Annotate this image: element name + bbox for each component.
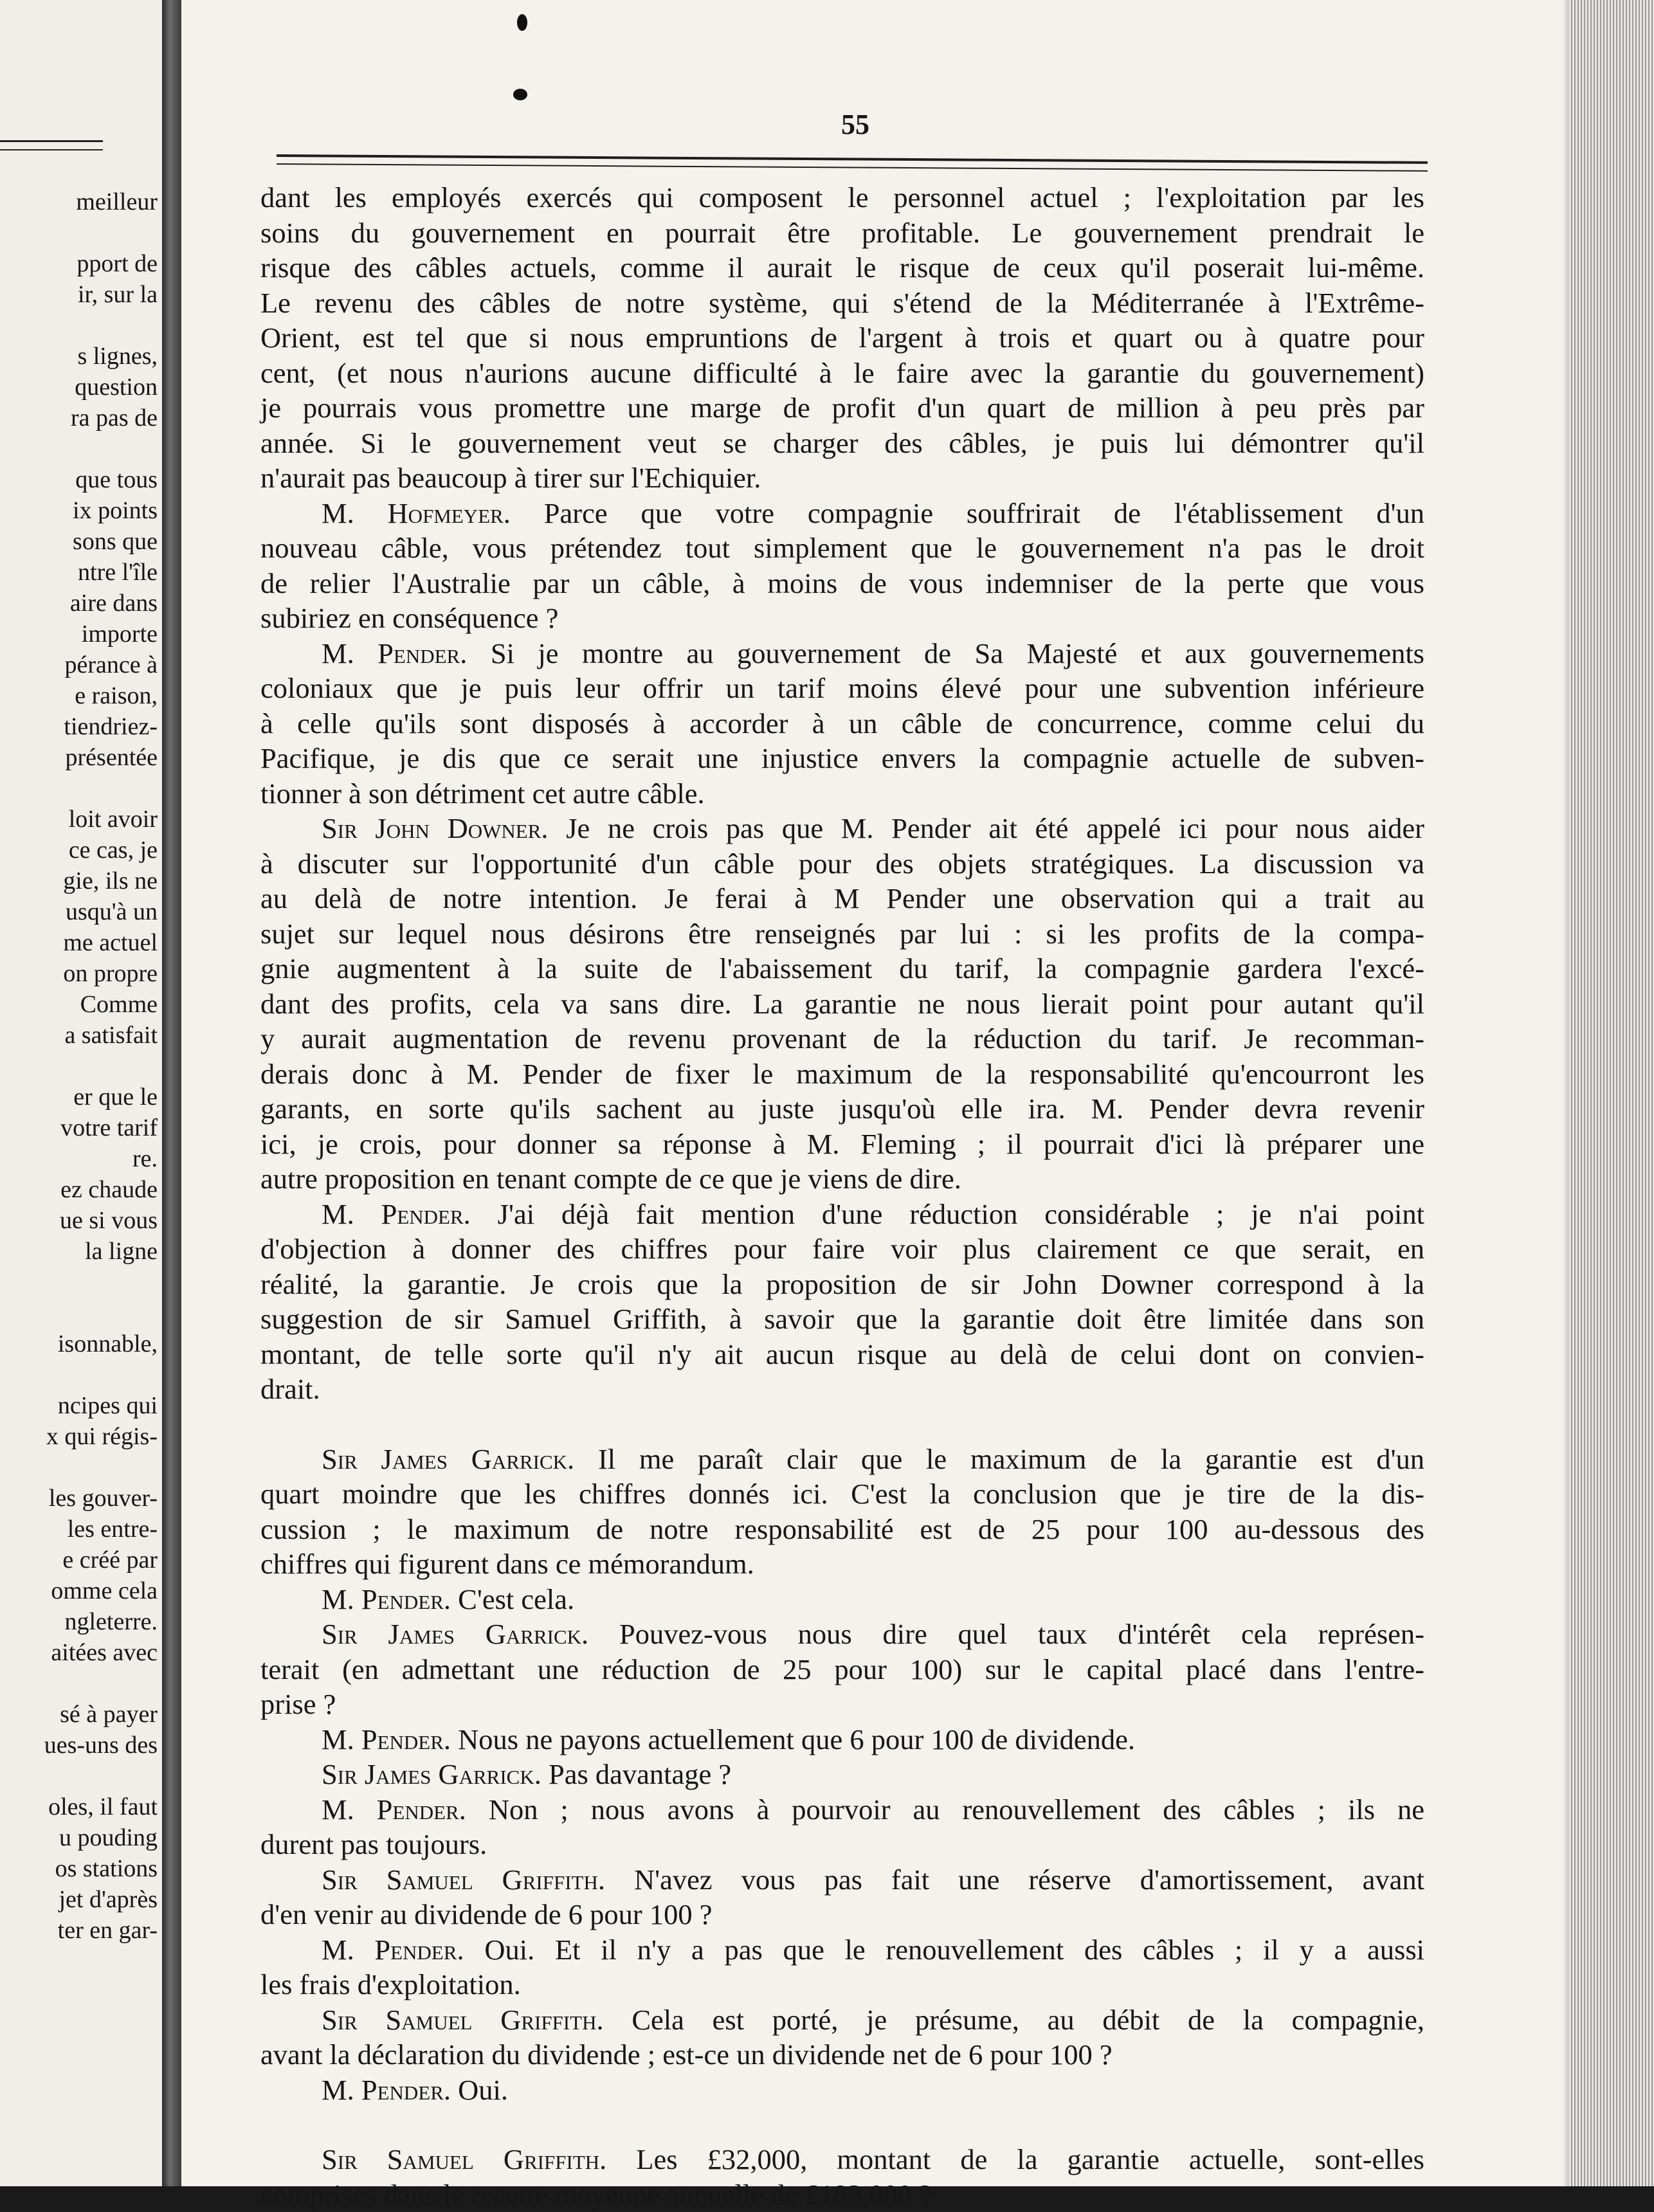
speaker-name: M. Pender. — [322, 1583, 451, 1615]
left-page-line — [0, 1761, 158, 1791]
text-line — [260, 1091, 1424, 1127]
line-text: Non ; nous avons à pourvoir au renouvellement des câbles ; ils ne — [466, 1793, 1424, 1826]
text-line — [260, 460, 1424, 496]
left-page-line: la ligne — [0, 1236, 158, 1267]
text-line — [260, 1827, 1424, 1862]
line-text: soins du gouvernement en pourrait être profitable. Le gouvernement prendrait le — [260, 217, 1424, 249]
line-text: montant, de telle sorte qu'il n'y ait aucun risque au delà de celui dont on convien- — [260, 1338, 1424, 1370]
line-text: derais donc à M. Pender de fixer le maximum de la responsabilité qu'encourront les — [260, 1058, 1424, 1090]
speaker-name: Sir James Garrick. — [322, 1443, 574, 1475]
left-page-line: tiendriez- — [0, 711, 158, 742]
line-text: Le revenu des câbles de notre système, qui s'étend de la Méditerranée à l'Extrême- — [260, 287, 1424, 319]
text-line — [260, 426, 1424, 461]
line-text: coloniaux que je puis leur offrir un tarif moins élevé pour une subvention inférieure — [260, 672, 1424, 704]
left-page-line: on propre — [0, 958, 158, 989]
left-page-line: oles, il faut — [0, 1791, 158, 1822]
text-line — [260, 1897, 1424, 1932]
line-text: C'est cela. — [451, 1583, 574, 1615]
left-page-line: importe — [0, 619, 158, 649]
ink-smudge — [513, 89, 527, 100]
speaker-name: M. Hofmeyer. — [322, 497, 511, 529]
speaker-paragraph-line — [260, 1932, 1424, 1968]
text-line — [260, 566, 1424, 601]
speaker-paragraph-line — [260, 2072, 1424, 2108]
line-text: sujet sur lequel nous désirons être renseignés par lui : si les profits de la compa- — [260, 918, 1424, 950]
text-line — [260, 286, 1424, 321]
left-page-line: ra pas de — [0, 403, 158, 433]
text-line — [260, 1056, 1424, 1092]
left-page-line: sons que — [0, 526, 158, 557]
text-line — [260, 1161, 1424, 1197]
left-page-line — [0, 1298, 158, 1328]
speaker-name: M. Pender. — [322, 1793, 466, 1826]
text-line — [260, 250, 1424, 286]
text-line — [260, 215, 1424, 251]
left-page-line: jet d'après — [0, 1884, 158, 1915]
speaker-name: Sir Samuel Griffith. — [322, 2143, 606, 2175]
left-page-line — [0, 1051, 158, 1082]
left-page-line: que tous — [0, 464, 158, 495]
left-page-line — [0, 217, 158, 248]
speaker-name: M. Pender. — [322, 1198, 471, 1230]
line-text: cussion ; le maximum de notre responsabilité est de 25 pour 100 au-dessous des — [260, 1513, 1424, 1545]
line-text: à discuter sur l'opportunité d'un câble pour des objets stratégiques. La discussion va — [260, 848, 1424, 880]
left-page-line: aire dans — [0, 588, 158, 619]
speaker-name: M. Pender. — [322, 1934, 464, 1966]
left-page-line: a satisfait — [0, 1020, 158, 1051]
line-text: tionner à son détriment cet autre câble. — [260, 777, 705, 810]
text-line — [260, 741, 1424, 776]
speaker-paragraph-line — [260, 1722, 1424, 1757]
text-line — [260, 671, 1424, 706]
line-text: nouveau câble, vous prétendez tout simplement que le gouvernement n'a pas le droit — [260, 532, 1424, 564]
text-line — [260, 1267, 1424, 1302]
text-line — [260, 320, 1424, 356]
line-text: Je ne crois pas que M. Pender ait été appelé ici pour nous aider — [549, 812, 1425, 844]
line-text: Cela est porté, je présume, au débit de la compagnie, — [604, 2004, 1424, 2036]
line-text: Orient, est tel que si nous empruntions de l'argent à trois et quart ou à quatre pour — [260, 322, 1424, 354]
line-text: d'en venir au dividende de 6 pour 100 ? — [260, 1898, 713, 1930]
line-text: les frais d'exploitation. — [260, 1968, 521, 2000]
text-line — [260, 1231, 1424, 1267]
line-text: quart moindre que les chiffres donnés ici. C'est la conclusion que je tire de la dis- — [260, 1478, 1424, 1510]
text-line — [260, 601, 1424, 636]
speaker-name: M. Pender. — [322, 637, 467, 669]
speaker-name: Sir James Garrick. — [322, 1758, 541, 1790]
line-text: de relier l'Australie par un câble, à moins de vous indemniser de la perte que vous — [260, 567, 1424, 599]
book-gutter — [162, 0, 181, 2186]
text-line — [260, 706, 1424, 741]
left-page-line: ues-uns des — [0, 1730, 158, 1761]
speaker-name: Sir John Downer. — [322, 812, 549, 844]
left-page-line: aitées avec — [0, 1637, 158, 1668]
text-line — [260, 390, 1424, 426]
book-page-edges — [1569, 0, 1654, 2186]
left-page-line: Comme — [0, 989, 158, 1020]
line-text: au delà de notre intention. Je ferai à M Pender une observation qui a trait au — [260, 882, 1424, 914]
line-text: année. Si le gouvernement veut se charger des câbles, je puis lui démontrer qu'il — [260, 427, 1424, 459]
line-text: cent, (et nous n'aurions aucune difficulté à le faire avec la garantie du gouvernement) — [260, 357, 1424, 389]
speaker-name: M. Pender. — [322, 1723, 451, 1755]
speaker-paragraph-line — [260, 1197, 1424, 1232]
text-line — [260, 1546, 1424, 1582]
line-text: autre proposition en tenant compte de ce que je viens de dire. — [260, 1163, 961, 1195]
left-page-line: ix points — [0, 495, 158, 526]
left-page-line: ue si vous — [0, 1205, 158, 1236]
left-page-line: question — [0, 372, 158, 403]
left-page-line: omme cela — [0, 1575, 158, 1606]
line-text: subiriez en conséquence ? — [260, 602, 558, 634]
text-line — [260, 1652, 1424, 1687]
speaker-name: M. Pender. — [322, 2074, 451, 2106]
left-page-line: les entre- — [0, 1514, 158, 1545]
text-line — [260, 1021, 1424, 1056]
left-page-line: re. — [0, 1143, 158, 1174]
speaker-name: Sir Samuel Griffith. — [322, 2004, 604, 2036]
line-text: Pas davantage ? — [541, 1758, 731, 1790]
line-text: à celle qu'ils sont disposés à accorder à un câble de concurrence, comme celui du — [260, 707, 1424, 739]
line-text: Les £32,000, montant de la garantie actuelle, sont-elles — [606, 2143, 1424, 2175]
speaker-paragraph-line — [260, 1757, 1424, 1792]
line-text: Nous ne payons actuellement que 6 pour 100 de dividende. — [451, 1723, 1135, 1755]
line-text: Parce que votre compagnie souffrirait de l'établissement d'un — [511, 497, 1424, 529]
line-text: garants, en sorte qu'ils sachent au juste jusqu'où elle ira. M. Pender devra revenir — [260, 1092, 1424, 1125]
left-page-line: meilleur — [0, 186, 158, 217]
header-rule — [277, 154, 1428, 164]
line-text: avant la déclaration du dividende ; est-ce un dividende net de 6 pour 100 ? — [260, 2038, 1113, 2071]
left-page-line: x qui régis- — [0, 1421, 158, 1452]
text-line — [260, 1127, 1424, 1162]
line-text: durent pas toujours. — [260, 1828, 487, 1860]
line-text: Il me paraît clair que le maximum de la garantie est d'un — [574, 1443, 1424, 1475]
header-rule-thin — [277, 163, 1428, 172]
left-page-line: présentée — [0, 742, 158, 773]
line-text: prise ? — [260, 1688, 336, 1720]
line-text: J'ai déjà fait mention d'une réduction considérable ; je n'ai point — [471, 1198, 1424, 1230]
text-line — [260, 180, 1424, 215]
text-line — [260, 530, 1424, 566]
text-line — [260, 951, 1424, 986]
text-line — [260, 846, 1424, 882]
text-line — [260, 1476, 1424, 1512]
line-text: gnie augmentent à la suite de l'abaissement du tarif, la compagnie gardera l'excé- — [260, 952, 1424, 984]
left-page-line: e créé par — [0, 1545, 158, 1575]
text-line — [260, 2037, 1424, 2072]
left-page-line: me actuel — [0, 927, 158, 958]
page-number: 55 — [830, 108, 881, 141]
left-page-line: usqu'à un — [0, 896, 158, 927]
left-page-line: er que le — [0, 1082, 158, 1112]
left-page-line: gie, ils ne — [0, 866, 158, 896]
speaker-paragraph-line — [260, 1442, 1424, 1477]
text-line — [260, 1301, 1424, 1337]
line-text: risque des câbles actuels, comme il aurait le risque de ceux qu'il poserait lui-même. — [260, 251, 1424, 284]
speaker-paragraph-line — [260, 811, 1424, 846]
left-page-line: isonnable, — [0, 1328, 158, 1359]
speaker-paragraph-line — [260, 1582, 1424, 1617]
left-page-line: sé à payer — [0, 1699, 158, 1730]
line-text: dant des profits, cela va sans dire. La garantie ne nous lierait point pour autant qu'il — [260, 988, 1424, 1020]
line-text: comprises dans le recette moyenne annuelle de £183,000 ? — [260, 2179, 932, 2211]
left-page-line: ngleterre. — [0, 1606, 158, 1637]
left-page-line: os stations — [0, 1853, 158, 1884]
speaker-paragraph-line — [260, 496, 1424, 531]
line-text: drait. — [260, 1373, 320, 1405]
line-text: chiffres qui figurent dans ce mémorandum. — [260, 1548, 754, 1580]
left-page-line: ir, sur la — [0, 279, 158, 310]
speaker-name: Sir Samuel Griffith. — [322, 1863, 605, 1896]
left-page-line: ntre l'île — [0, 557, 158, 588]
text-line — [260, 1512, 1424, 1547]
left-page-line — [0, 1267, 158, 1298]
left-page-line: pport de — [0, 248, 158, 279]
left-page-line — [0, 773, 158, 804]
left-page-line: u pouding — [0, 1822, 158, 1853]
ink-smudge — [517, 14, 527, 31]
text-line — [260, 1372, 1424, 1407]
left-page-line — [0, 1668, 158, 1699]
left-page-line: ncipes qui — [0, 1390, 158, 1421]
line-text: Pouvez-vous nous dire quel taux d'intérêt cela représen- — [588, 1618, 1424, 1650]
left-page-line: e raison, — [0, 680, 158, 711]
speaker-paragraph-line — [260, 1792, 1424, 1827]
text-line — [260, 1687, 1424, 1722]
text-line — [260, 776, 1424, 811]
left-page-line: ce cas, je — [0, 835, 158, 866]
text-line — [260, 2177, 1424, 2212]
line-text: n'aurait pas beaucoup à tirer sur l'Echiquier. — [260, 462, 761, 494]
left-page-line: ez chaude — [0, 1174, 158, 1205]
line-text: y aurait augmentation de revenu provenant de la réduction du tarif. Je recomman- — [260, 1022, 1424, 1055]
speaker-name: Sir James Garrick. — [322, 1618, 588, 1650]
text-line — [260, 1967, 1424, 2002]
left-page-line: ter en gar- — [0, 1915, 158, 1946]
text-line — [260, 356, 1424, 391]
line-text: Pacifique, je dis que ce serait une injustice envers la compagnie actuelle de subven- — [260, 742, 1424, 774]
left-page-line — [0, 1359, 158, 1390]
body-text — [260, 180, 1424, 2212]
left-page-line — [0, 1452, 158, 1483]
text-line — [260, 986, 1424, 1022]
left-page-line: les gouver- — [0, 1483, 158, 1514]
line-text: Oui. Et il n'y a pas que le renouvellement des câbles ; il y a aussi — [464, 1934, 1424, 1966]
left-facing-page — [0, 0, 162, 2186]
speaker-paragraph-line — [260, 1862, 1424, 1898]
speaker-paragraph-line — [260, 2142, 1424, 2177]
left-page-line: loit avoir — [0, 804, 158, 835]
left-page-line — [0, 433, 158, 464]
left-page-line: s lignes, — [0, 341, 158, 372]
left-page-line: votre tarif — [0, 1112, 158, 1143]
text-line — [260, 916, 1424, 952]
speaker-paragraph-line — [260, 2002, 1424, 2038]
text-line — [260, 1337, 1424, 1372]
line-text: d'objection à donner des chiffres pour faire voir plus clairement ce que serait, en — [260, 1233, 1424, 1265]
line-text: Oui. — [451, 2074, 508, 2106]
line-text: ici, je crois, pour donner sa réponse à M. Fleming ; il pourrait d'ici là préparer une — [260, 1128, 1424, 1160]
left-page-rule-thin — [0, 149, 103, 150]
line-text: N'avez vous pas fait une réserve d'amortissement, avant — [605, 1863, 1424, 1896]
left-page-line: pérance à — [0, 649, 158, 680]
left-page-line — [0, 310, 158, 341]
text-line — [260, 881, 1424, 916]
left-page-rule — [0, 140, 103, 142]
speaker-paragraph-line — [260, 1617, 1424, 1652]
line-text: terait (en admettant une réduction de 25 pour 100) sur le capital placé dans l'entre- — [260, 1653, 1424, 1685]
line-text: Si je montre au gouvernement de Sa Majesté et aux gouvernements — [467, 637, 1424, 669]
line-text: réalité, la garantie. Je crois que la proposition de sir John Downer correspond à la — [260, 1268, 1424, 1300]
speaker-paragraph-line — [260, 636, 1424, 671]
line-text: dant les employés exercés qui composent le personnel actuel ; l'exploitation par les — [260, 181, 1424, 213]
line-text: je pourrais vous promettre une marge de profit d'un quart de million à peu près par — [260, 392, 1424, 424]
left-page-text — [0, 186, 158, 1946]
line-text: suggestion de sir Samuel Griffith, à savoir que la garantie doit être limitée dans son — [260, 1303, 1424, 1335]
